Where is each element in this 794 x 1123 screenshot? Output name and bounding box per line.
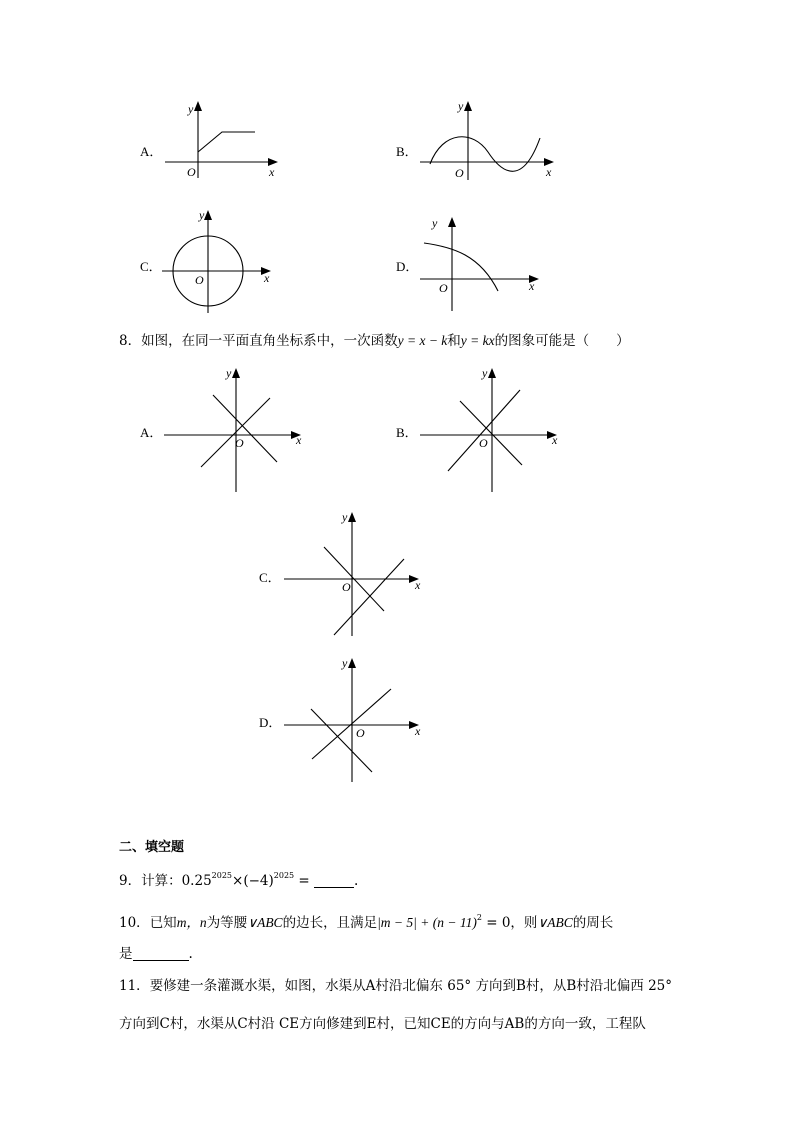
x-axis-label: x [529,279,535,293]
q8-text-after: 的图象可能是（ ） [494,333,630,349]
origin-label: O [187,165,196,179]
q9-answer-blank[interactable] [314,873,354,888]
q10-line2-prefix: 是 [119,946,133,962]
q8-graph-a [160,365,310,495]
q11-number: 11． [119,978,150,994]
y-axis-label: y [458,99,464,113]
q10-text2: 为等腰 [206,915,248,931]
q7-graph-b [418,100,563,182]
q9-eq: = [298,873,310,889]
q9-prefix: 计算： [141,873,182,889]
q9-base1: 0.25 [181,873,212,889]
q8-option-c-label: C． [259,570,281,585]
q9-base2: (−4) [243,873,274,889]
q11-line1: 要修建一条灌溉水渠，如图，水渠从A村沿北偏东 65° 方向到B村，从B村沿北偏西 25° [149,978,673,994]
x-axis-label: x [546,165,552,179]
q10-triangle-2: ∨ABC [537,915,573,930]
x-axis-label: x [552,433,558,447]
origin-label: O [195,273,204,287]
x-axis-label: x [415,578,421,592]
q10-line2-end: . [188,946,193,962]
q7-graph-c [160,205,280,317]
q8-graph-c [280,509,430,639]
question-10 [119,908,613,933]
q7-graph-d [418,213,548,313]
y-axis-label: y [342,656,348,670]
q8-mid: 和 [447,333,461,349]
question-9 [119,866,358,891]
q10-triangle: ∨ABC [247,915,283,930]
q9-end: . [354,873,359,889]
q10-number: 10． [119,915,150,931]
q8-function-2: y = kx [460,333,495,348]
q10-expr2: = 0，则 [481,915,538,931]
q7-option-a-label: A． [140,144,163,159]
origin-label: O [342,580,351,594]
y-axis-label: y [226,366,232,380]
x-axis-label: x [269,165,275,179]
q8-function-1: y = x − k [397,333,448,348]
q7-option-d-label: D． [396,259,419,274]
x-axis-label: x [415,724,421,738]
q8-option-a-label: A． [140,425,163,440]
q10-text1: 已知 [149,915,177,931]
origin-label: O [235,436,244,450]
q8-option-d-label: D． [259,715,282,730]
y-axis-label: y [432,216,438,230]
q7-graph-a [160,100,290,180]
q9-times: × [232,873,244,889]
origin-label: O [455,166,464,180]
q8-graph-d [280,655,430,785]
q8-text-before: 如图，在同一平面直角坐标系中，一次函数 [141,333,398,349]
y-axis-label: y [482,366,488,380]
question-10-line-2 [119,944,193,964]
q10-text4: 的周长 [572,915,614,931]
q10-answer-blank[interactable] [133,946,189,961]
origin-label: O [356,726,365,740]
x-axis-label: x [296,433,302,447]
question-11 [119,976,672,996]
q10-text3: 的边长，且满足 [282,915,378,931]
q10-expr1: |m − 5| + (n − 11) [377,915,477,930]
q8-option-b-label: B． [396,425,418,440]
origin-label: O [439,281,448,295]
q10-exp: 2 [476,913,482,922]
question-11-line-2 [119,1014,646,1034]
y-axis-label: y [342,510,348,524]
question-8 [119,331,630,351]
q7-option-b-label: B． [396,144,418,159]
q10-vars: m，n [176,915,207,930]
q7-option-c-label: C． [140,259,162,274]
q8-graph-b [416,365,566,495]
origin-label: O [479,436,488,450]
q8-number: 8． [119,333,142,349]
q9-number: 9． [119,873,142,889]
y-axis-label: y [188,102,194,116]
section-title: 二、填空题 [119,840,185,855]
q11-line2: 方向到C村，水渠从C村沿 CE方向修建到E村，已知CE的方向与AB的方向一致，工程队 [119,1016,646,1032]
q9-exp1: 2025 [211,871,233,880]
y-axis-label: y [199,208,205,222]
q9-exp2: 2025 [273,871,295,880]
x-axis-label: x [264,271,270,285]
